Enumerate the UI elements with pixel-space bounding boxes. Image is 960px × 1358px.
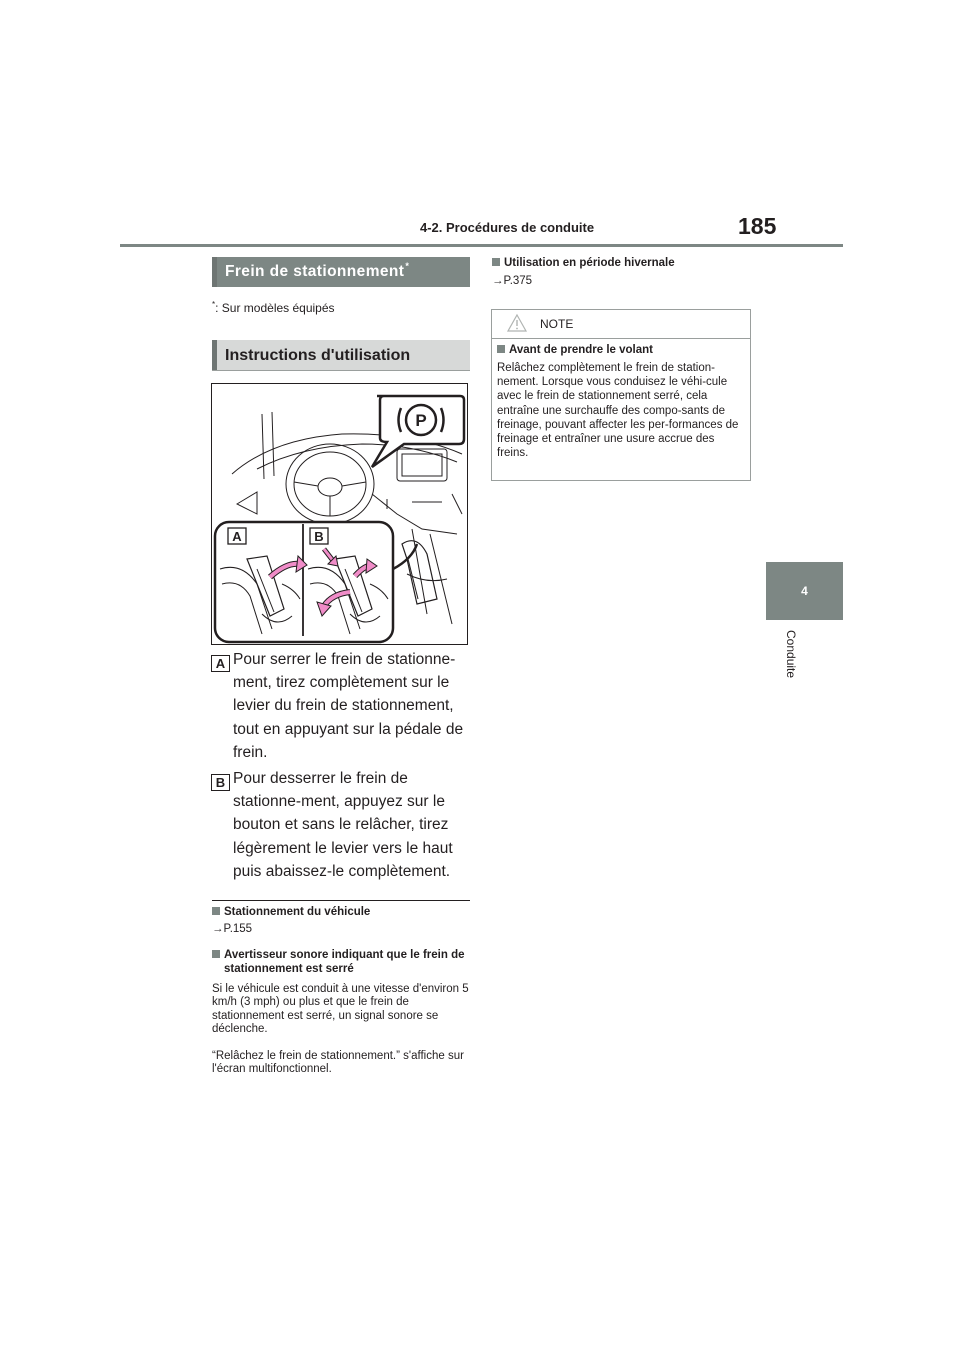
- notice-header: [491, 309, 751, 339]
- step-badge-a: A: [211, 655, 230, 672]
- step-badge-b: B: [211, 774, 230, 791]
- chapter-label: Conduite: [784, 630, 798, 679]
- heading-footnote-mark: *: [405, 261, 410, 271]
- notice-label: NOTE: [540, 317, 574, 331]
- footnote-text: : Sur modèles équipés: [215, 301, 335, 315]
- note-title-buzzer-text: Avertisseur sonore indiquant que le frein de stationnement est serré: [224, 949, 465, 975]
- section-heading-text: Frein de stationnement: [225, 263, 405, 280]
- bullet-square-icon: [212, 950, 220, 958]
- chapter-number: 4: [801, 584, 808, 598]
- step-b-text: Pour desserrer le frein de stationne-ment, appuyez sur le bouton et sans le relâcher, tirez légèrement le levier vers le haut puis abaissez-le complètement.: [233, 770, 453, 880]
- notice-title-text: Avant de prendre le volant: [509, 344, 653, 356]
- note-title-parking: [212, 905, 470, 919]
- section-heading: [212, 257, 470, 287]
- page-reference-link[interactable]: →P.155: [212, 923, 253, 935]
- bullet-square-icon: [212, 907, 220, 915]
- parking-brake-drawing: [212, 384, 468, 645]
- bullet-square-icon: [497, 345, 505, 353]
- subheading: [212, 340, 470, 371]
- note-body-buzzer: Si le véhicule est conduit à une vitesse d'environ 5 km/h (3 mph) ou plus et que le frein de stationnement est serré, un signal sonore se déclenche.: [212, 983, 469, 1036]
- step-a-text: Pour serrer le frein de stationne-ment, tirez complètement sur le levier du frein de stationnement, tout en appuyant sur la pédale de frein.: [233, 651, 464, 761]
- p-symbol-label: P: [415, 411, 427, 430]
- inset-label-a: A: [232, 529, 242, 544]
- header-divider: [120, 244, 843, 247]
- note-title-buzzer: [212, 948, 482, 976]
- note-title-parking-text: Stationnement du véhicule: [224, 906, 371, 918]
- note-body-message: “Relâchez le frein de stationnement.” s'affiche sur l'écran multifonctionnel.: [212, 1050, 464, 1076]
- page-reference-link[interactable]: →P.375: [492, 275, 533, 287]
- notice-text: Relâchez complètement le frein de station-nement. Lorsque vous conduisez le véhi-cule avec le frein de stationnement serré, cela entraîne une surchauffe des compo-sants de freinage, pouvant affecter les per-formances de freinage et entraîner une usure accrue des freins.: [497, 362, 739, 460]
- footnote-mark: *: [212, 300, 216, 309]
- inset-label-b: B: [314, 529, 324, 544]
- subheading-divider: [212, 370, 470, 371]
- warning-triangle-icon: [506, 313, 528, 338]
- notes-divider: [212, 900, 470, 901]
- footnote: [212, 300, 335, 315]
- section-title: 4-2. Procédures de conduite: [420, 220, 595, 235]
- note-title-winter-text: Utilisation en période hivernale: [504, 257, 675, 269]
- note-title-winter: [492, 256, 750, 270]
- bullet-square-icon: [492, 258, 500, 266]
- parking-brake-illustration: [211, 383, 468, 645]
- page-number: 185: [738, 213, 777, 239]
- subheading-text: Instructions d'utilisation: [225, 346, 411, 364]
- notice-title: [497, 343, 747, 357]
